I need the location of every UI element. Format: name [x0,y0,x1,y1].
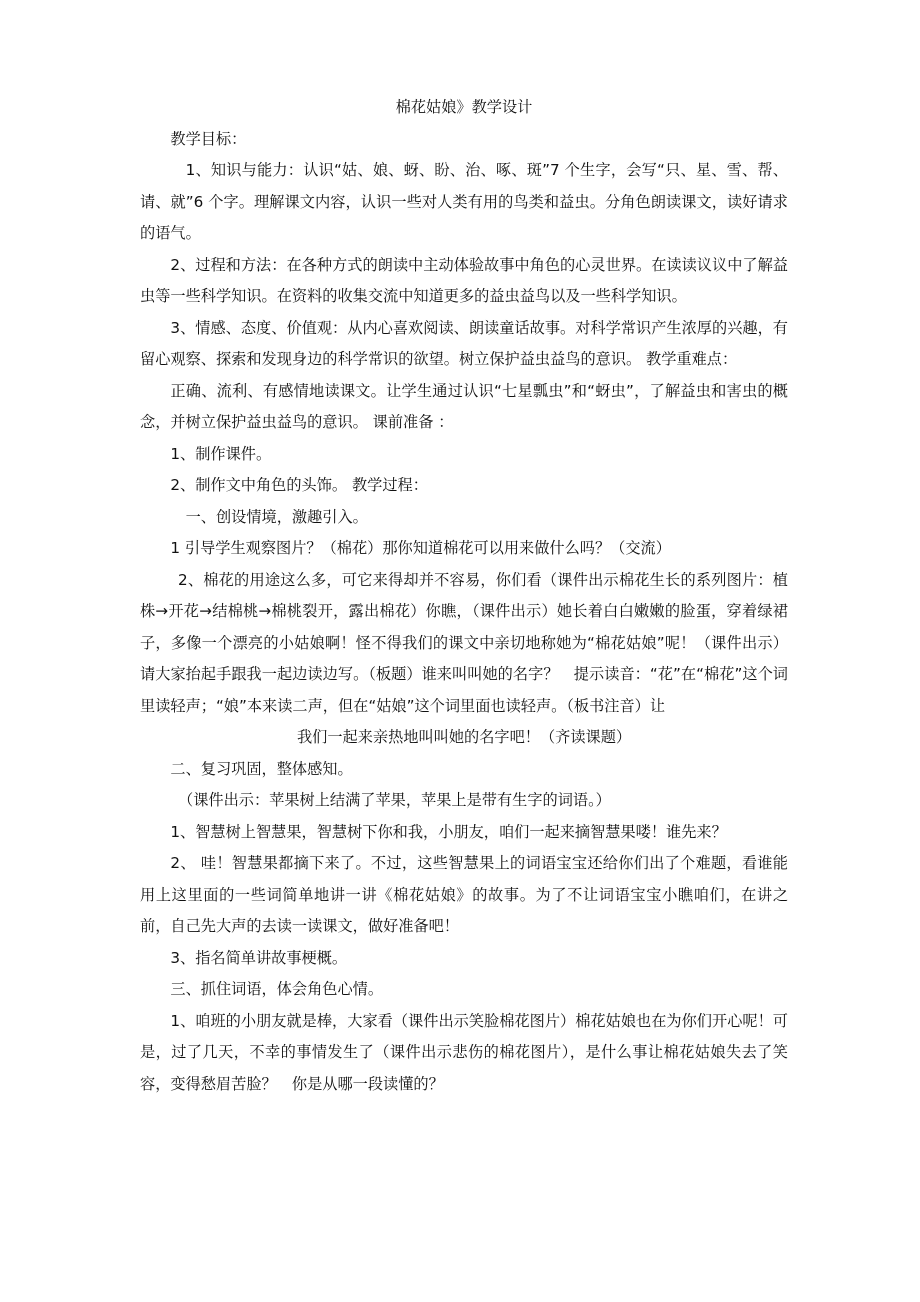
paragraph-prep-1: 1、制作课件。 [170,444,272,463]
section-heading-1: 一、创设情境，激趣引入。 [185,507,368,526]
section-heading-2: 二、复习巩固，整体感知。 [170,759,353,778]
paragraph-step-1-1: 1 引导学生观察图片？（棉花）那你知道棉花可以用来做什么吗？（交流） [170,539,671,557]
paragraph-teaching-goals-heading: 教学目标： [170,129,247,148]
paragraph-step-2-intro: （课件出示：苹果树上结满了苹果，苹果上是带有生字的词语。） [178,791,611,809]
paragraph-goal-knowledge: 1、知识与能力：认识“姑、娘、蚜、盼、治、啄、斑”7 个生字，会写“只、星、雪、帮、请、就”6 个字。理解课文内容，认识一些对人类有用的鸟类和益虫。分角色朗读课文，读好请求的语气。 [140,161,788,242]
paragraph-prep-2: 2、制作文中角色的头饰。 教学过程： [170,476,428,494]
paragraph-step-2-2: 2、 哇！智慧果都摘下来了。不过，这些智慧果上的词语宝宝还给你们出了个难题，看谁能用上这里面的一些词简单地讲一讲《棉花姑娘》的故事。为了不让词语宝宝小瞧咱们，在讲之前，自己先大声的去读一读课文，做好准备吧！ [140,854,788,935]
document-page [140,92,788,1100]
paragraph-step-2-1: 1、智慧树上智慧果，智慧树下你和我，小朋友，咱们一起来摘智慧果喽！谁先来？ [170,822,727,841]
paragraph-step-2-3: 3、指名简单讲故事梗概。 [170,948,348,967]
document-title: 棉花姑娘》教学设计 [395,98,533,116]
paragraph-key-points: 正确、流利、有感情地读课文。让学生通过认识“七星瓢虫”和“蚜虫”，了解益虫和害虫的概念，并树立保护益虫益鸟的意识。 课前准备 ： [140,381,788,431]
paragraph-step-1-2: 2、棉花的用途这么多，可它来得却并不容易，你们看（课件出示棉花生长的系列图片：植株→开花→结棉桃→棉桃裂开，露出棉花）你瞧，（课件出示）她长着白白嫩嫩的脸蛋，穿着绿裙子，多像一个漂亮的小姑娘啊！怪不得我们的课文中亲切地称她为“棉花姑娘”呢！（课件出示）请大家抬起手跟我一起边读边写。（板题）谁来叫叫她的名字？ 提示读音：“花”在“棉花”这个词里读轻声；“娘”本来读二声，但在“姑娘”这个词里面也读轻声。（板书注音）让 [140,570,788,715]
paragraph-goal-emotion: 3、情感、态度、价值观：从内心喜欢阅读、朗读童话故事。对科学常识产生浓厚的兴趣，有留心观察、探索和发现身边的科学常识的欲望。树立保护益虫益鸟的意识。 教学重难点： [140,318,788,368]
paragraph-goal-process: 2、过程和方法：在各种方式的朗读中主动体验故事中角色的心灵世界。在读读议议中了解益虫等一些科学知识。在资料的收集交流中知道更多的益虫益鸟以及一些科学知识。 [140,255,788,305]
paragraph-step-3-1: 1、咱班的小朋友就是棒，大家看（课件出示笑脸棉花图片）棉花姑娘也在为你们开心呢！可是，过了几天，不幸的事情发生了（课件出示悲伤的棉花图片），是什么事让棉花姑娘失去了笑容，变得愁眉苦脸？ 你是从哪一段读懂的？ [140,1011,788,1093]
section-heading-3: 三、抓住词语，体会角色心情。 [170,980,384,998]
paragraph-step-1-2-continued: 我们一起来亲热地叫叫她的名字吧！（齐读课题） [296,728,632,746]
